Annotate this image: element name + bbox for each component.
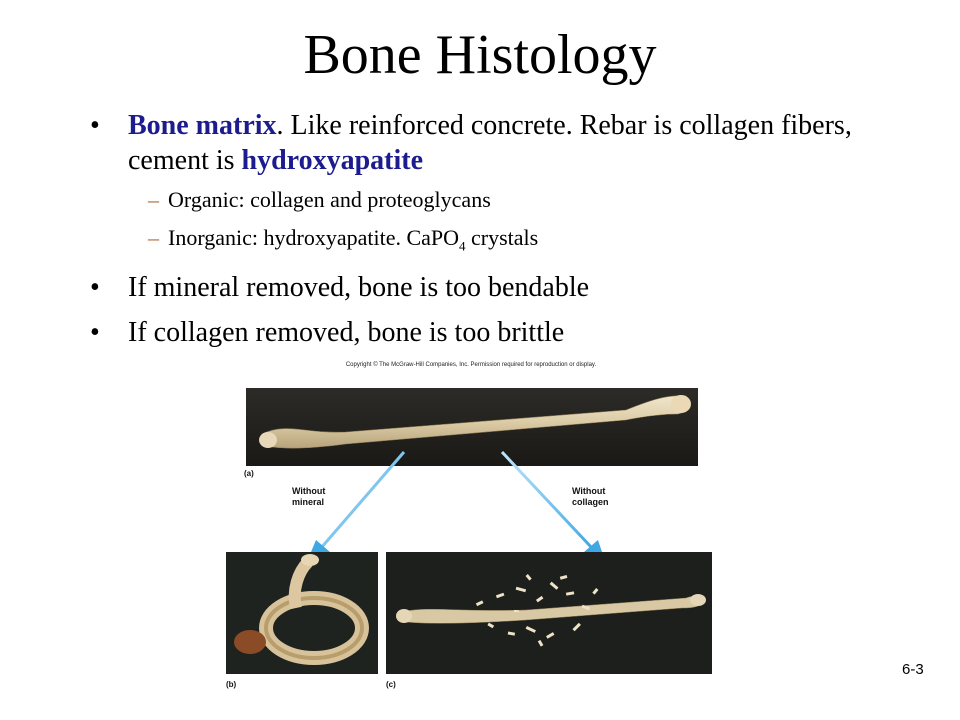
panel-a-label: (a) [244,469,254,478]
bullet-text: If mineral removed, bone is too bendable [128,272,590,304]
term-bone-matrix: Bone matrix [128,110,277,141]
bone-figure-graphic [226,362,716,698]
panel-a-photo [246,388,698,466]
panel-c-label: (c) [386,680,396,689]
bullet-mineral [90,270,870,305]
panel-c-photo [386,552,712,674]
arrow-without-mineral [306,452,404,564]
sub-bullet-text: crystals [465,225,539,250]
sub-bullet-inorganic [90,224,870,260]
annotation-line: Without [572,486,606,496]
bullet-dot: • [90,317,100,349]
panel-b-photo [226,552,378,674]
dash-marker: – [148,187,159,212]
bone-figure [226,362,716,698]
annotation-line: mineral [292,497,325,507]
annotation-without-mineral [292,486,325,508]
annotation-without-collagen [572,486,609,508]
bullet-text: . Like reinforced concrete. Rebar is collagen fibers, cement is [128,110,852,176]
sub-bullet-text: Inorganic: hydroxyapatite. CaPO [168,225,460,250]
annotation-line: Without [292,486,326,496]
bullet-text: If collagen removed, bone is too brittle [128,317,565,349]
sub-bullet-organic [90,186,870,214]
bullet-list [90,108,870,350]
panel-b-label: (b) [226,680,237,689]
bullet-dot: • [90,110,100,141]
bullet-dot: • [90,272,100,304]
arrow-without-collagen [502,452,606,564]
slide-title: Bone Histology [303,24,657,86]
bullet-collagen [90,315,870,350]
annotation-line: collagen [572,497,609,507]
dash-marker: – [148,225,159,250]
sub-bullet-text: Organic: collagen and proteoglycans [168,187,491,212]
subscript: 4 [459,238,466,254]
bullet-bone-matrix [90,108,870,178]
term-hydroxyapatite: hydroxyapatite [241,145,424,176]
copyright-notice: Copyright © The McGraw-Hill Companies, Inc. Permission required for reproduction or display. [345,362,597,368]
page-number: 6-3 [902,661,924,678]
